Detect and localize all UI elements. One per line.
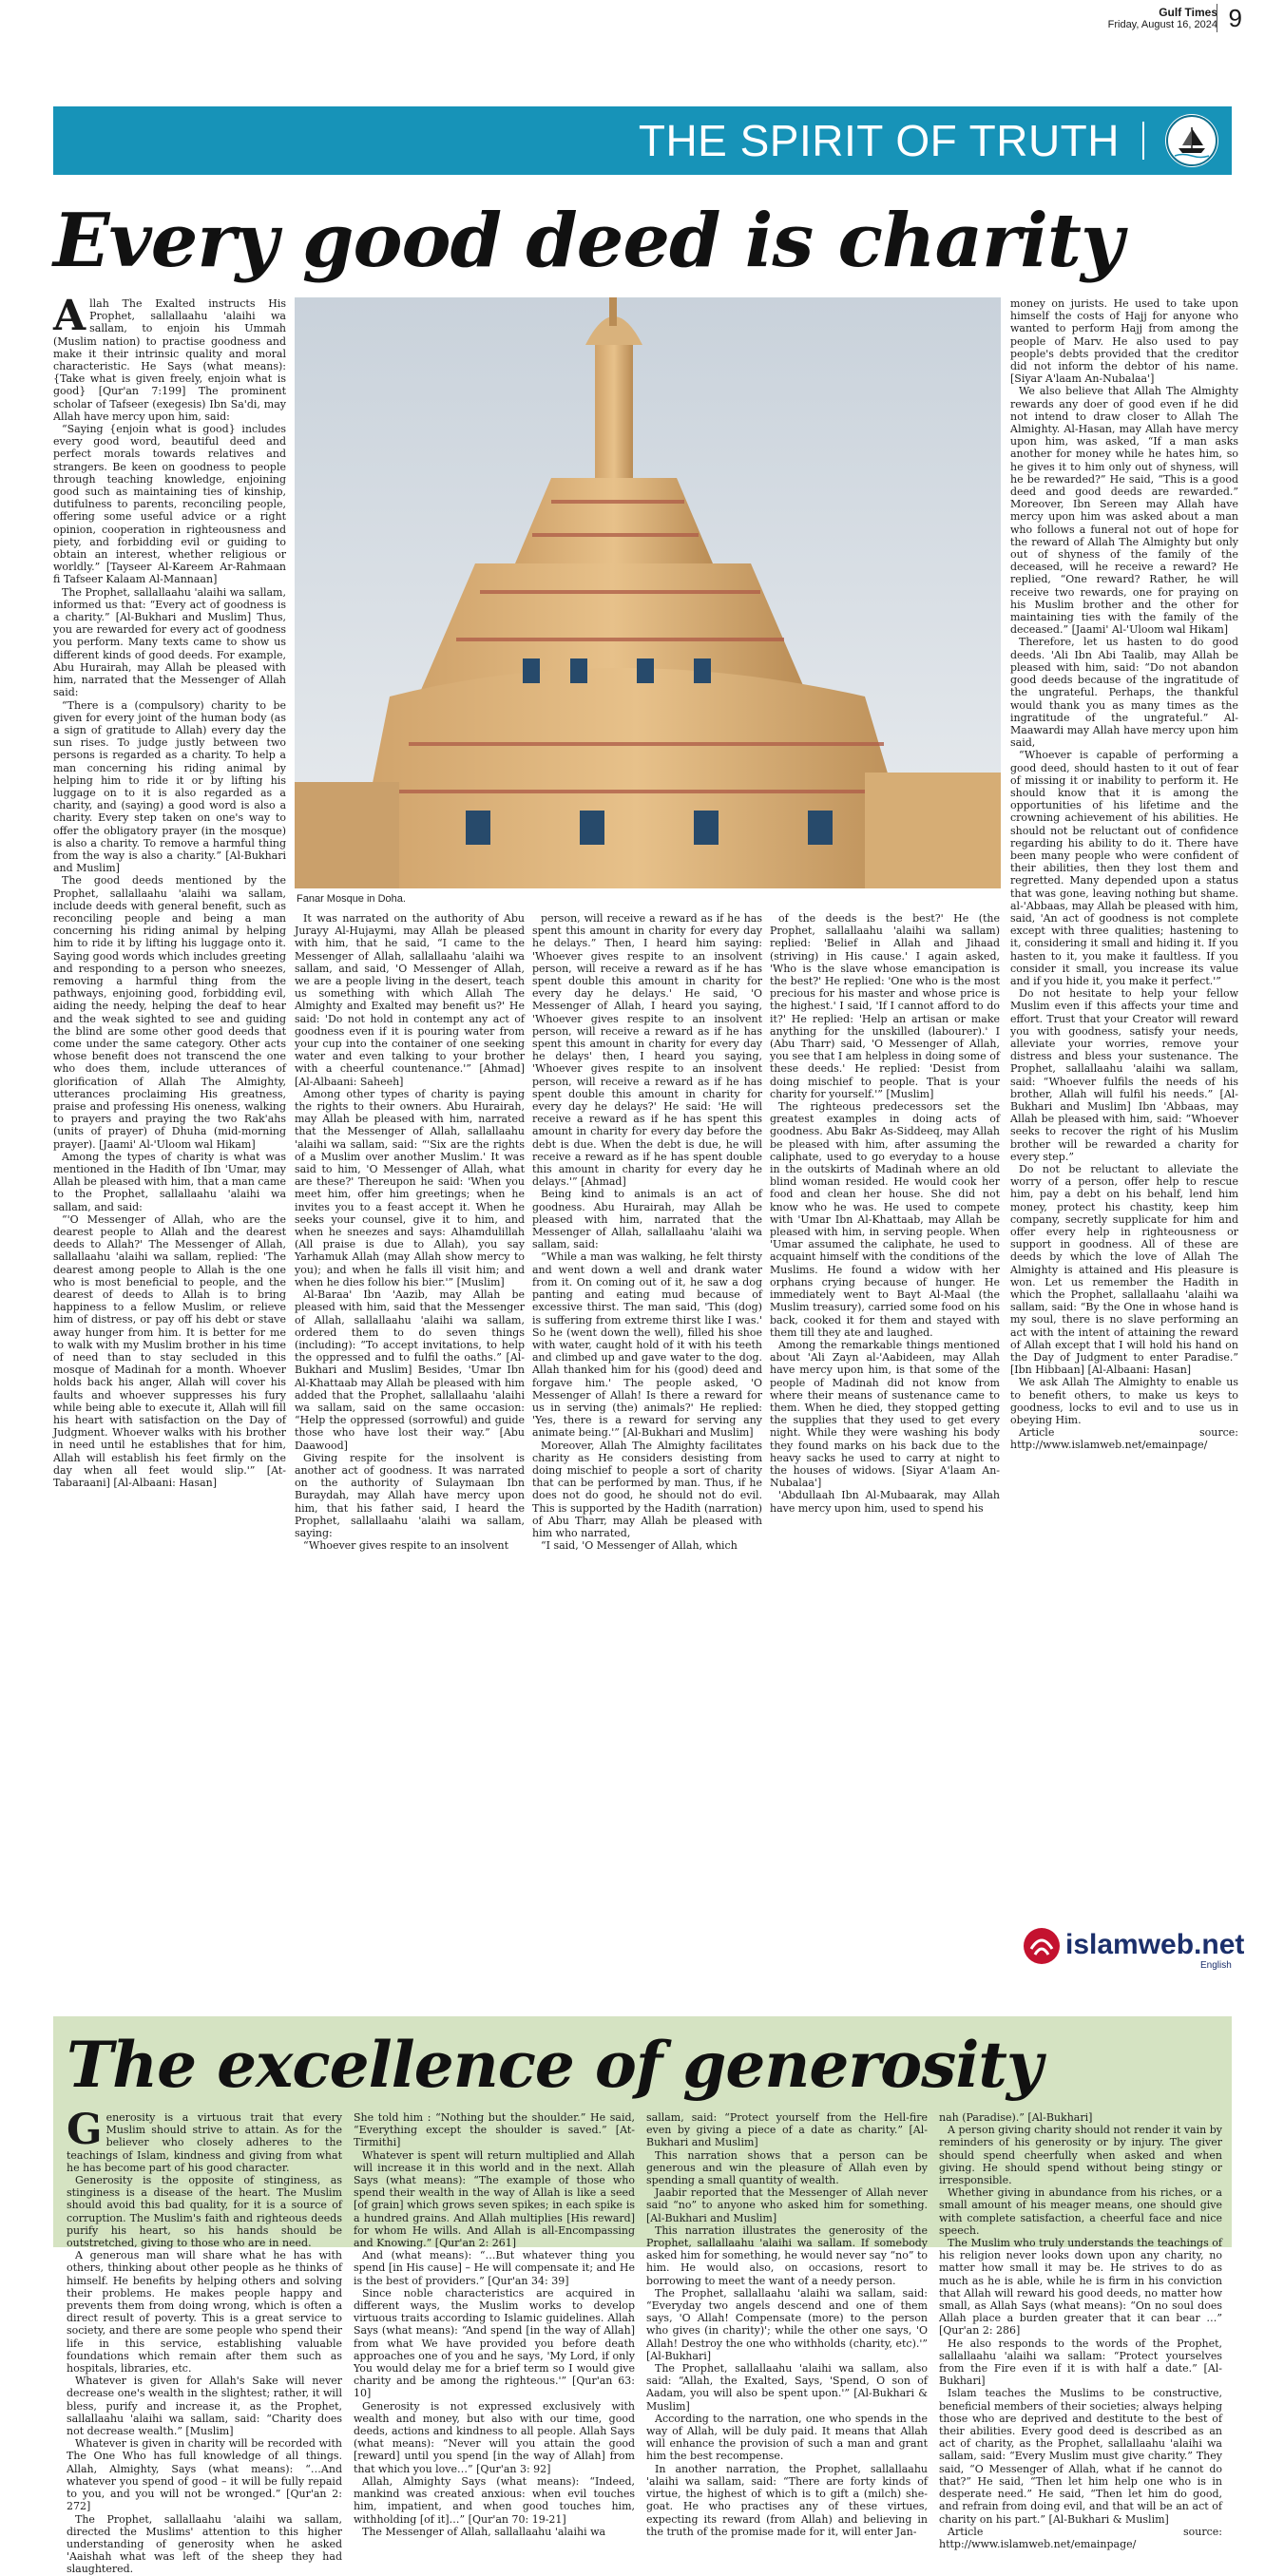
article-paragraph: In another narration, the Prophet, sallallaahu 'alaihi wa sallam, said: “There are forty kinds of virtue, the highest of which is to gift a (milch) she-goat. He who practises any of these virtues, expecting its reward (from Allah) and believing in the truth of the promise made for it, will enter Jan- [646,2462,928,2538]
article-paragraph: Among the types of charity is what was mentioned in the Hadith of Ibn 'Umar, may Allah be pleased with him, that a man came to the Prophet, sallallaahu 'alaihi wa sallam, and said: [53,1150,286,1213]
masthead [1108,6,1217,31]
publication-name: Gulf Times [1159,6,1217,19]
generosity-column-3 [646,2111,928,2538]
article-source: Article source: http://www.islamweb.net/emainpage/ [939,2525,1222,2550]
article-paragraph: The Prophet, sallallaahu 'alaihi wa sallam, directed the Muslims' attention to this higher understanding of generosity when he asked 'Aaishah what was left of the sheep they had slaughtered. [67,2512,342,2576]
article-paragraph: “Saying {enjoin what is good} includes every good word, beautiful deed and perfect morals towards relatives and strangers. Be keen on goodness to people through teaching knowledge, enjoining good such as maintaining ties of kinship, dutifulness to parents, reconciling people, offering some useful advice or a right opinion, cooperation in righteousness and piety, and forbidding evil or guiding to obtain an interest, whether religious or worldly.” [Tayseer Al-Kareem Ar-Rahmaan fi Tafseer Kalaam Al-Mannaan] [53,423,286,586]
article-paragraph: Allah, Almighty Says (what means): “Indeed, mankind was created anxious: when evil touches him, impatient, and when good touches him, withholding [of it]…” [Qur'an 70: 19-21] [354,2474,635,2526]
article-column-1 [53,292,286,2008]
article-paragraph: Whether giving in abundance from his riches, or a small amount of his meager means, one should give with complete satisfaction, a cheerful face and nice speech. [939,2186,1222,2237]
article-paragraph: “'O Messenger of Allah, who are the dearest people to Allah and the dearest deeds to Allah?' The Messenger of Allah, sallallaahu 'alaihi wa sallam, replied: 'The dearest among people to Allah is the one who is most beneficial to people, and the dearest of deeds to Allah is to bring happiness to a fellow Muslim, or relieve him of distress, or pay off his debt or stave away hunger from him. It is better for me to walk with my Muslim brother in his time of need than to stay secluded in this mosque of Madinah for a month. Whoever holds back his anger, Allah will cover his faults and whoever suppresses his fury while being able to execute it, Allah will fill his heart with satisfaction on the Day of Judgment. Whoever walks with his brother in need until he establishes that for him, Allah will establish his feet firmly on the day when all feet would slip.'” [At-Tabaraani] [Al-Albaani: Hasan] [53,1212,286,1490]
drop-cap: G [67,2106,103,2154]
article-paragraph: A person giving charity should not render it vain by reminders of his generosity or by injury. The giver should spend cheerfully when asked and when giving. He should spend without being stingy or irresponsible. [939,2124,1222,2187]
article-column-4 [770,912,1000,2005]
dhow-boat-icon [1165,114,1218,167]
article-paragraph: “Whoever gives respite to an insolvent [303,1539,509,1553]
article-paragraph: 'Abdullaah Ibn Al-Mubaarak, may Allah have mercy upon him, used to spend his [770,1489,1000,1515]
brand-name: islamweb.net [1065,1929,1245,1960]
islamweb-logo-icon [1022,1926,1062,1966]
article-paragraph: Whatever is spent will return multiplied and Allah will increase it in this world and in the next. Allah Says (what means): “The example of those who spend their wealth in the way of Allah is like a seed [of grain] which grows seven spikes; in each spike is a hundred grains. And Allah multiplies [His reward] for whom He wills. And Allah is all-Encompassing and Knowing.” [Qur'an 2: 261] [354,2148,635,2250]
islamweb-brand [1022,1924,1245,1972]
section-banner [53,106,1232,175]
article-paragraph: Being kind to animals is an act of goodness. Abu Hurairah, may Allah be pleased with him, narrated that the Messenger of Allah, sallallaahu 'alaihi wa sallam, said: [532,1188,762,1251]
article-paragraph: Giving respite for the insolvent is another act of goodness. It was narrated on the authority of Sulaymaan Ibn Buraydah, may Allah have mercy upon him, that his father said, I heard the Prophet, sallallaahu 'alaihi wa sallam, saying: [295,1451,525,1539]
publication-date: Friday, August 16, 2024 [1107,19,1217,30]
brand-subtitle: English [1200,1960,1232,1971]
article-paragraph: Jaabir reported that the Messenger of Allah never said “no” to anyone who asked him for something. [Al-Bukhari and Muslim] [646,2186,928,2224]
article-paragraph: “Whoever is capable of performing a good deed, should hasten to it out of fear of missing it or inability to perform it. He should know that it is among the opportunities of his lifetime and the crowning achievement of his abilities. He should not be reluctant out of confidence regarding his ability to do it. There have been many people who were confident of their abilities, then they lost them and regretted. Many depended upon a status that was gone, leaving nothing but shame. al-'Abbaas, may Allah be pleased with him, said, 'An act of goodness is not complete except with three qualities; hastening to it, considering it small and hiding it. If you hasten to it, you make it faultless. If you consider it small, you increase its value and if you hide it, you make it perfect.'” [1010,749,1238,987]
article-paragraph: This narration illustrates the generosity of the Prophet, sallallaahu 'alaihi wa sallam. If somebody asked him for something, he would never say “no” to him. He would also, on occasions, resort to borrowing to meet the want of a needy person. [646,2223,928,2287]
article-paragraph: We ask Allah The Almighty to enable us to benefit others, to make us keys to goodness, locks to evil and to use us in obeying Him. [1010,1376,1238,1427]
article-column-2 [295,912,525,2005]
article-paragraph: enerosity is a virtuous trait that every Muslim should strive to attain. As for the believer who closely adheres to the teachings of Islam, kindness and giving from what he has become part of his good character. [67,2111,342,2174]
article-paragraph: And (what means): “…But whatever thing you spend [in His cause] – He will compensate it; and He is the best of providers.” [Qur'an 34: 39] [354,2249,635,2287]
generosity-column-4 [939,2111,1222,2550]
section-title: THE SPIRIT OF TRUTH [638,116,1120,165]
banner-divider [1142,122,1144,160]
article-paragraph: The Prophet, sallallaahu 'alaihi wa sallam, informed us that: “Every act of goodness is a charity.” [Al-Bukhari and Muslim] Thus, you are rewarded for every act of goodness you perform. Many texts came to show us different kinds of good deeds. For example, Abu Hurairah, may Allah be pleased with him, narrated that the Messenger of Allah said: [53,585,286,699]
article-paragraph: The Muslim who truly understands the teachings of his religion never looks down upon any charity, no matter how small it may be. He strives to do as much as he is able, while he is firm in his conviction that Allah will reward his good deeds, no matter how small, as Allah Says (what means): “On no soul does Allah place a burden greater that it can bear …” [Qur'an 2: 286] [939,2237,1222,2337]
article-column-5 [1010,297,1238,1913]
article-paragraph: “While a man was walking, he felt thirsty and went down a well and drank water from it. On coming out of it, he saw a dog panting and eating mud because of excessive thirst. The man said, 'This (dog) is suffering from extreme thirst like I was.' So he (went down the well), filled his shoe with water, caught hold of it with his teeth and climbed up and gave water to the dog. Allah thanked him for his (good) deed and forgave him.' The people asked, 'O Messenger of Allah! Is there a reward for us in serving (the) animals?' He replied: 'Yes, there is a reward for serving any animate being.'” [Al-Bukhari and Muslim] [532,1250,762,1440]
article-paragraph: Whatever is given in charity will be recorded with The One Who has full knowledge of all things. Allah, Almighty, Says (what means): “…And whatever you spend of good – it will be fully repaid to you, and you will not be wronged.” [Qur'an 2: 272] [67,2437,342,2513]
article-paragraph: money on jurists. He used to take upon himself the costs of Hajj for anyone who wanted to perform Hajj from among the people of Marv. He also used to pay people's debts provided that the creditor did not inform the debtor of his name. [Siyar A'laam An-Nubalaa'] [1010,297,1238,386]
article-paragraph: The Messenger of Allah, sallallaahu 'alaihi wa [362,2525,606,2538]
article-paragraph: Among other types of charity is paying the rights to their owners. Abu Hurairah, may Allah be pleased with him, narrated that the Messenger of Allah, sallallaahu 'alaihi wa sallam, said: “'Six are the rights of a Muslim over another Muslim.' It was said to him, 'O Messenger of Allah, what are these?' Thereupon he said: 'When you meet him, offer him greetings; when he invites you to a feast accept it. When he seeks your counsel, give it to him, and when he sneezes and says: Alhamdulillah (All praise is due to Allah), you say Yarhamuk Allah (may Allah show mercy to you); and when he falls ill visit him; and when he dies follow his bier.'” [Muslim] [295,1087,525,1288]
article-paragraph: person, will receive a reward as if he has spent this amount in charity for every day he delays.” Then, I heard him saying: 'Whoever gives respite to an insolvent person, will receive a reward as if he has spent double this amount in charity for every day he delays.' He said, 'O Messenger of Allah, I heard you saying, 'Whoever gives respite to an insolvent person, will receive a reward as if he has spent this amount in charity for every day he delays' then, I heard you saying, 'Whoever gives respite to an insolvent person, will receive a reward as if he has spent double this amount in charity for every day he delays?' He said: 'He will receive a reward as if he has spent this amount in charity for every day before the debt is due. When the debt is due, he will receive a reward as if he has spent double this amount in charity for every day he delays.'” [Ahmad] [532,912,762,1189]
article-title: Every good deed is charity [53,198,1123,284]
article-paragraph: According to the narration, one who spends in the way of Allah, will be duly paid. It means that Allah will enhance the provision of such a man and grant him the best recompense. [646,2412,928,2463]
article-paragraph: Since noble characteristics are acquired in different ways, the Muslim works to develop virtuous traits according to Islamic guidelines. Allah Says (what means): “And spend [in the way of Allah] from what We have provided you before death approaches one of you and he says, 'My Lord, if only You would delay me for a brief term so I would give charity and be among the righteous.'” [Qur'an 63: 10] [354,2286,635,2400]
article-paragraph: The Prophet, sallallaahu 'alaihi wa sallam, also said: “Allah, the Exalted, Says, 'Spend, O son of Aadam, you will also be spent upon.'” [Al-Bukhari & Muslim] [646,2362,928,2413]
article-paragraph: Do not be reluctant to alleviate the worry of a person, offer help to rescue him, pay a debt on his behalf, lend him money, protect his chastity, keep him company, secretly supplicate for him and offer every help in righteousness or support in goodness. All of these are deeds by which the love of Allah The Almighty is attained and His pleasure is won. Let us remember the Hadith in which the Prophet, sallallaahu 'alaihi wa sallam, said: “By the One in whose hand is my soul, there is no slave performing an act with the intent of attaining the reward of Allah except that I will hold his hand on the Day of Judgment to enter Paradise.” [Ibn Hibbaan] [Al-Albaani: Hasan] [1010,1163,1238,1377]
article-paragraph: She told him : “Nothing but the shoulder.” He said, “Everything except the shoulder is saved.” [At-Tirmithi] [354,2111,635,2149]
page-number: 9 [1217,4,1242,32]
article-paragraph: The righteous predecessors set the greatest examples in doing acts of goodness. Abu Bakr As-Siddeeq, may Allah be pleased with him, after assuming the caliphate, used to go everyday to a house in the outskirts of Madinah where an old blind woman resided. He would cook her food and clean her house. She did not know who he was. He used to compete with 'Umar Ibn Al-Khattaab, may Allah be pleased with him, in serving people. When 'Umar assumed the caliphate, he used to acquaint himself with the conditions of the Muslims. He found a widow with her orphans crying because of hunger. He immediately went to Bayt Al-Maal (the Muslim treasury), carried some food on his back, cooked it for them and stayed with them till they ate and laughed. [770,1100,1000,1339]
generosity-column-2 [354,2111,635,2538]
article-paragraph: nah (Paradise).” [Al-Bukhari] [939,2111,1093,2124]
article-paragraph: Do not hesitate to help your fellow Muslim even if this affects your time and effort. Trust that your Creator will reward you with goodness, satisfy your needs, alleviate your worries, remove your distress and bless your sustenance. The Prophet, sallallaahu 'alaihi wa sallam, said: “Whoever fulfils the needs of his brother, Allah will fulfil his needs.” [Al-Bukhari and Muslim] Ibn 'Abbaas, may Allah be pleased with him, said: “Whoever seeks to recover the right of his Muslim brother will be rewarded a charity for every step.” [1010,987,1238,1163]
article-paragraph: Islam teaches the Muslims to be constructive, beneficial members of their societies; always helping those who are deprived and destitute to the best of their abilities. Every good deed is described as an act of charity, as the Prophet, sallallaahu 'alaihi wa sallam, said: “Every Muslim must give charity.” They said, “O Messenger of Allah, what if he cannot do that?” He said, “Then let him help one who is in desperate need.” He said, “Then let him do good, and refrain from doing evil, and that will be an act of charity on his part.” [Al-Bukhari & Muslim] [939,2387,1222,2526]
article-paragraph: We also believe that Allah The Almighty rewards any doer of good even if he did not intend to draw closer to Allah The Almighty. Al-Hasan, may Allah have mercy upon him, was asked, “If a man asks another for money while he hates him, so he gives it to him only out of shyness, will he be rewarded?” He said, “This is a good deed and good deeds are rewarded.” Moreover, Ibn Sereen may Allah have mercy upon him was asked about a man who follows a funeral not out of hope for the reward of Allah The Almighty but only out of shyness of the family of the deceased, will he receive a reward? He replied, “One reward? Rather, he will receive two rewards, one for praying on his Muslim brother and the other for maintaining ties with the family of the deceased.” [Jaami' Al-'Uloom wal Hikam] [1010,385,1238,637]
article-paragraph: “There is a (compulsory) charity to be given for every joint of the human body (as a sign of gratitude to Allah) every day the sun rises. To judge justly between two persons is regarded as a charity. To help a man concerning his riding animal by helping him to ride it or by lifting his luggage on to it is also regarded as a charity, and (saying) a good word is also a charity. Every step taken on one's way to offer the obligatory prayer (in the mosque) is also a charity. To remove a harmful thing from the way is also a charity.” [Al-Bukhari and Muslim] [53,698,286,875]
article-paragraph: “I said, 'O Messenger of Allah, which [541,1539,738,1553]
article-paragraph: The Prophet, sallallaahu 'alaihi wa sallam, said: “Everyday two angels descend and one of them says, 'O Allah! Compensate (more) to the person who gives (in charity)'; while the other one says, 'O Allah! Destroy the one who withholds (charity, etc).'” [Al-Bukhari] [646,2286,928,2362]
article-paragraph: Therefore, let us hasten to do good deeds. 'Ali Ibn Abi Taalib, may Allah be pleased with him, said: “Do not abandon good deeds because of the ingratitude of the ungrateful. Perhaps, the thankful would thank you as many times as the ingratitude of the ungrateful.” Al-Maawardi may Allah have mercy upon him said, [1010,636,1238,750]
article-paragraph: A generous man will share what he has with others, thinking about other people as he thinks of himself. He benefits by helping others and solving their problems. He makes people happy and prevents them from doing wrong, which is often a direct result of poverty. This is a great service to society, and there are some people who spend their life in this service, establishing valuable foundations which remain after them such as hospitals, libraries, etc. [67,2249,342,2376]
photo-caption: Fanar Mosque in Doha. [297,893,406,905]
second-article-title: The excellence of generosity [67,2028,1043,2102]
article-paragraph: sallam, said: “Protect yourself from the Hell-fire even by giving a piece of a date as charity.” [Al-Bukhari and Muslim] [646,2111,928,2149]
article-paragraph: llah The Exalted instructs His Prophet, sallallaahu 'alaihi wa sallam, to enjoin his Ummah (Muslim nation) to practise goodness and make it their intrinsic quality and moral characteristic. He Says (what means): {Take what is given freely, enjoin what is good} [Qur'an 7:199] The prominent scholar of Tafseer (exegesis) Ibn Sa'di, may Allah have mercy upon him, said: [53,297,286,423]
article-paragraph: He also responds to the words of the Prophet, sallallaahu 'alaihi wa sallam: “Protect yourselves from the Fire even if it is with half a date.” [Al-Bukhari] [939,2337,1222,2388]
fanar-mosque-photo [295,297,1001,888]
generosity-column-1 [67,2106,342,2576]
article-paragraph: Among the remarkable things mentioned about 'Ali Zayn al-'Aabideen, may Allah have mercy upon him, is that some of the people of Madinah did not know from where their means of sustenance came to them. When he died, they stopped getting the supplies that they used to get every night. While they were washing his body they found marks on his back due to the heavy sacks he used to carry at night to the houses of widows. [Siyar A'laam An-Nubalaa'] [770,1338,1000,1490]
drop-cap: A [53,292,86,340]
article-column-3 [532,912,762,2005]
article-paragraph: Al-Baraa' Ibn 'Aazib, may Allah be pleased with him, said that the Messenger of Allah, sallallaahu 'alaihi wa sallam, ordered them to do seven things (including): “To accept invitations, to help the oppressed and to fulfil the oaths.” [Al-Bukhari and Muslim] Besides, 'Umar Ibn Al-Khattaab may Allah be pleased with him added that the Prophet, sallallaahu 'alaihi wa sallam, said on the same occasion: “Help the oppressed (sorrowful) and guide those who have lost their way.” [Abu Daawood] [295,1288,525,1452]
article-paragraph: Whatever is given for Allah's Sake will never decrease one's wealth in the slightest; rather, it will bless, purify and increase it, as the Prophet, sallallaahu 'alaihi wa sallam, said: “Charity does not decrease wealth.” [Muslim] [67,2375,342,2438]
article-paragraph: It was narrated on the authority of Abu Jurayy Al-Hujaymi, may Allah be pleased with him, that he said, “I came to the Messenger of Allah, sallallaahu 'alaihi wa sallam, and said, 'O Messenger of Allah, we are a people living in the desert, teach us something with which Allah The Almighty and Exalted may benefit us?' He said: 'Do not hold in contempt any act of goodness even if it is pouring water from your cup into the container of one seeking water and even talking to your brother with a cheerful countenance.'” [Ahmad] [Al-Albaani: Saheeh] [295,912,525,1088]
article-paragraph: Generosity is the opposite of stinginess, as stinginess is a disease of the heart. The Muslim should avoid this bad quality, for it is a source of corruption. The Muslim's faith and righteous deeds purify his heart, so his hands should be outstretched, giving to those who are in need. [67,2174,342,2250]
article-paragraph: This narration shows that a person can be generous and win the pleasure of Allah even by spending a small quantity of wealth. [646,2148,928,2187]
article-paragraph: The good deeds mentioned by the Prophet, sallallaahu 'alaihi wa sallam, include deeds with general benefit, such as reconciling people and being a man concerning his riding animal by helping him to ride it by lifting his luggage onto it. Saying good words which includes greeting and responding to a person who sneezes, removing a harmful thing from the pathways, enjoining good, forbidding evil, aiding the needy, helping the deaf to hear and the weak sighted to see and guiding the blind are some other good deeds that come under the same category. Other acts whose benefit does not transcend the one who does them, include utterances of glorification of Allah The Almighty, utterances proclaiming His greatness, praise and professing His oneness, walking to prayers and praying the two Rak'ahs (units of prayer) of Dhuha (mid-morning prayer). [Jaami' Al-'Uloom wal Hikam] [53,874,286,1151]
article-source: Article source: http://www.islamweb.net/emainpage/ [1010,1426,1238,1452]
article-paragraph: Moreover, Allah The Almighty facilitates charity as He considers desisting from doing mischief to people a sort of charity that can be performed by man. Thus, if he does not do good, he should not do evil. This is supported by the Hadith (narration) of Abu Tharr, may Allah be pleased with him who narrated, [532,1439,762,1539]
article-paragraph: of the deeds is the best?' He (the Prophet, sallallaahu 'alaihi wa sallam) replied: 'Belief in Allah and Jihaad (striving) in His cause.' I again asked, 'Who is the slave whose emancipation is the best?' He replied: 'One who is the most precious for his master and whose price is the highest.' I said, 'If I cannot afford to do it?' He replied: 'Help an artisan or make anything for the unskilled (labourer).' I (Abu Tharr) said, 'O Messenger of Allah, you see that I am helpless in doing some of these deeds.' He replied: 'Desist from doing mischief to people. That is your charity for yourself.'” [Muslim] [770,912,1000,1100]
article-paragraph: Generosity is not expressed exclusively with wealth and money, but also with our time, good deeds, actions and kindness to all people. Allah Says (what means): “Never will you attain the good [reward] until you spend [in the way of Allah] from that which you love…” [Qur'an 3: 92] [354,2399,635,2475]
